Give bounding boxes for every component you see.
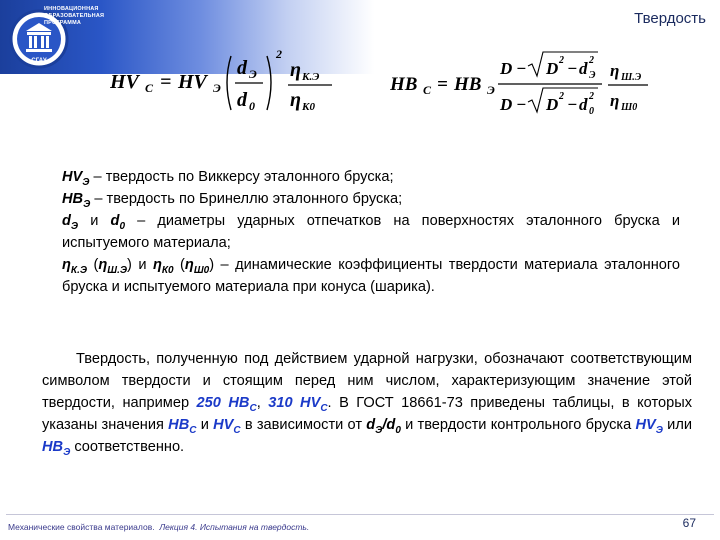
formula-subscript: Э: [249, 67, 257, 81]
paragraph-text: или: [662, 417, 692, 433]
symbol-d: d: [62, 213, 71, 229]
formula-symbol: η: [610, 61, 620, 80]
definition-coefficients: [62, 254, 680, 298]
formula-symbol: D: [500, 95, 513, 114]
formula-subscript: К.Э: [302, 71, 320, 83]
formula-subscript: C: [423, 83, 432, 97]
symbol-definitions: [62, 166, 680, 298]
ratio-d: [366, 417, 401, 436]
subscript: C: [249, 402, 257, 414]
symbol-text: d: [386, 417, 396, 433]
formula-exponent: 2: [589, 91, 594, 102]
formula-symbol: d: [579, 59, 588, 78]
subscript: Э: [63, 446, 71, 458]
paren-text: (: [173, 257, 185, 273]
definition-hv: [62, 166, 680, 188]
brinell-formula: [390, 44, 680, 120]
formula-subscript: Ш.Э: [621, 72, 642, 83]
formula-exponent: 2: [559, 91, 564, 102]
page-number: 67: [682, 516, 696, 530]
paragraph-text: ,: [256, 395, 269, 411]
formula-equals: =: [437, 74, 448, 95]
formula-subscript: Э: [487, 83, 495, 97]
paren-text: ): [209, 257, 215, 273]
conjunction: и: [78, 213, 111, 229]
formula-subscript: C: [145, 81, 154, 95]
subscript: C: [233, 424, 241, 436]
definition-diameters: [62, 210, 680, 254]
definition-text: – диаметры ударных отпечатков на поверхностях эталонного бруска и испытуемого материала;: [62, 213, 680, 251]
definition-text: – динамические коэффициенты твердости материала эталонного бруска и испытуемого материала при конуса (шарика).: [62, 257, 681, 295]
symbol-hvc: [213, 417, 241, 436]
subscript: К0: [161, 264, 174, 276]
symbol-text: HB: [168, 417, 190, 433]
formula-subscript: Э: [213, 81, 221, 95]
paragraph-text: и: [196, 417, 214, 433]
symbol-d0: d: [110, 213, 120, 229]
example-hb: [196, 395, 257, 414]
subscript: 0: [119, 220, 125, 232]
subscript: Э: [655, 424, 663, 436]
formula-symbol: η: [610, 91, 620, 110]
formula-symbol: HV: [178, 71, 207, 93]
symbol-hv: HV: [62, 169, 83, 185]
symbol-eta: η: [62, 257, 71, 273]
subscript: Э: [83, 198, 91, 210]
footer-caption: [8, 522, 309, 532]
subscript: Э: [375, 424, 383, 436]
definition-text: – твердость по Бринеллю эталонного бруска;: [90, 191, 403, 207]
formula-symbol: HB: [454, 74, 482, 95]
example-hv: [268, 395, 328, 414]
subscript: Ш0: [193, 264, 210, 276]
paren-right: [267, 56, 271, 110]
symbol-text: HV: [213, 417, 234, 433]
ratio-slash: /: [382, 417, 387, 433]
formula-minus: −: [567, 59, 578, 78]
vickers-formula: [110, 44, 370, 120]
paren-text: ) и: [127, 257, 153, 273]
formula-minus: −: [516, 59, 527, 78]
org-line: ИННОВАЦИОННАЯ: [44, 6, 99, 12]
footer-course: Механические свойства материалов.: [8, 522, 155, 532]
paragraph-text: . В ГОСТ 18661-73 приведены таблицы, в которых указаны значения: [42, 395, 692, 433]
formula-symbol: D: [546, 95, 559, 114]
subscript: Ш.Э: [107, 264, 128, 276]
formula-symbol: HV: [110, 71, 139, 93]
symbol-hbc: [168, 417, 197, 436]
formula-subscript: Ш0: [621, 102, 638, 113]
formula-exponent: 2: [276, 47, 282, 61]
logo-text: СГАУ: [31, 58, 47, 64]
subscript: Э: [70, 220, 79, 232]
subscript: Э: [82, 176, 90, 188]
formula-symbol: d: [237, 57, 247, 79]
symbol-eta: η: [184, 257, 194, 273]
symbol-text: d: [366, 417, 376, 433]
symbol-hb: HB: [62, 191, 84, 207]
paragraph-text: соответственно.: [70, 439, 185, 455]
symbol-hbe: [42, 439, 71, 458]
formula-exponent: 2: [559, 55, 564, 66]
paren-text: (: [87, 257, 99, 273]
formula-minus: −: [516, 95, 527, 114]
formula-subscript: Э: [589, 70, 596, 81]
example-value: 310 HV: [268, 395, 321, 411]
symbol-text: HB: [42, 439, 64, 455]
formula-subscript: 0: [249, 99, 255, 113]
formula-exponent: 2: [589, 55, 594, 66]
formula-symbol: D: [546, 59, 559, 78]
symbol-eta: η: [152, 257, 162, 273]
paragraph-text: Твердость, полученную под действием ударной нагрузки, обозначают соответствующим символом твердости и стоящим перед ним числом, характеризующим значение этой твердости, например: [42, 351, 692, 411]
subscript: C: [320, 402, 328, 414]
paren-left: [227, 56, 231, 110]
subscript: C: [189, 424, 197, 436]
formula-subscript: К0: [302, 101, 315, 113]
formula-minus: −: [567, 95, 578, 114]
paragraph-text: в зависимости от: [240, 417, 367, 433]
symbol-eta: η: [98, 257, 108, 273]
formula-symbol: η: [290, 59, 301, 81]
formula-symbol: d: [237, 89, 247, 111]
symbol-hve: [635, 417, 663, 436]
subscript: К.Э: [70, 264, 88, 276]
formula-symbol: η: [290, 89, 301, 111]
org-line: ПРОГРАММА: [44, 20, 82, 26]
footer-divider: [6, 514, 714, 515]
formula-symbol: HB: [390, 74, 418, 95]
symbol-text: HV: [635, 417, 656, 433]
org-line: ОБРАЗОВАТЕЛЬНАЯ: [44, 13, 105, 19]
subscript: 0: [395, 424, 401, 436]
definition-hb: [62, 188, 680, 210]
definition-text: – твердость по Виккерсу эталонного бруска;: [89, 169, 394, 185]
footer-lecture: Лекция 4. Испытания на твердость.: [159, 522, 310, 532]
main-paragraph: [42, 348, 692, 458]
formula-equals: =: [160, 71, 172, 93]
formula-symbol: D: [500, 59, 513, 78]
formula-symbol: d: [579, 95, 588, 114]
formula-subscript: 0: [589, 106, 594, 117]
paragraph-text: и твердости контрольного бруска: [400, 417, 636, 433]
page-title: Твердость: [634, 10, 706, 27]
program-name: [44, 6, 114, 27]
example-value: 250 HB: [196, 395, 250, 411]
